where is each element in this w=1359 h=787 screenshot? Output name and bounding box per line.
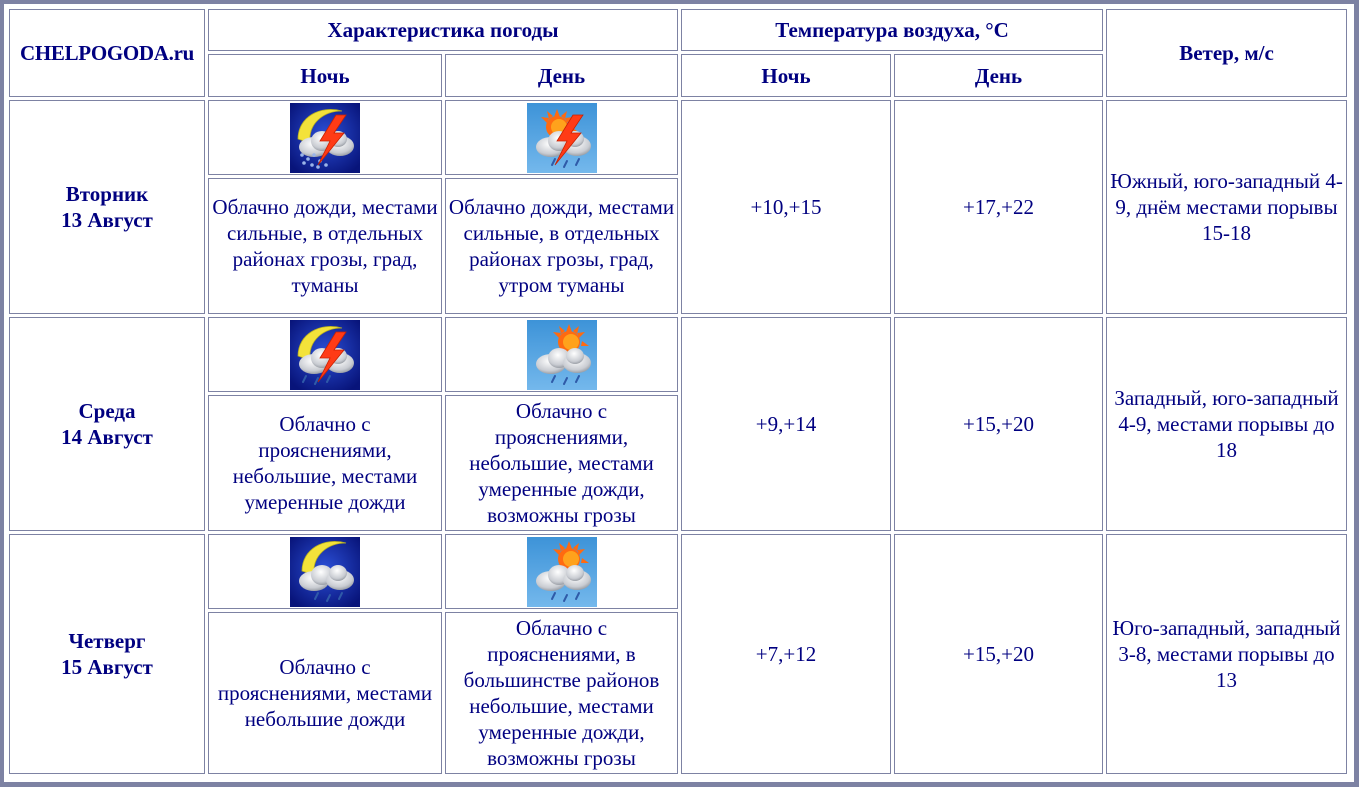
date: 15 Август — [61, 655, 153, 679]
weather-night-header: Ночь — [208, 54, 442, 97]
day-partly-cloudy-rain-icon — [527, 320, 597, 390]
temp-night: +10,+15 — [681, 100, 891, 314]
day-icon-cell — [445, 534, 678, 609]
night-cloud-thunderstorm-rain-icon — [290, 320, 360, 390]
air-temperature-header: Температура воздуха, °С — [681, 9, 1103, 51]
temp-day: +15,+20 — [894, 534, 1103, 774]
forecast-row-icons — [9, 534, 1347, 609]
temp-day: +17,+22 — [894, 100, 1103, 314]
forecast-table — [6, 6, 1350, 777]
night-cloud-thunderstorm-hail-icon — [290, 103, 360, 173]
wind-desc: Южный, юго-западный 4-9, днём местами порывы 15-18 — [1106, 100, 1347, 314]
wind-desc: Западный, юго-западный 4-9, местами порывы до 18 — [1106, 317, 1347, 531]
temp-night: +9,+14 — [681, 317, 891, 531]
night-icon-cell — [208, 317, 442, 392]
day-icon-cell — [445, 317, 678, 392]
wind-header: Ветер, м/с — [1106, 9, 1347, 97]
day-partly-cloudy-rain-icon — [527, 537, 597, 607]
day-icon-cell — [445, 100, 678, 175]
forecast-row-icons — [9, 100, 1347, 175]
day-cloud-thunderstorm-rain-icon — [527, 103, 597, 173]
site-brand: CHELPOGODA.ru — [9, 9, 205, 97]
weather-day-header: День — [445, 54, 678, 97]
weekday: Вторник — [65, 182, 149, 206]
temp-day-header: День — [894, 54, 1103, 97]
day-label — [9, 100, 205, 314]
day-desc: Облачно дожди, местами сильные, в отдельных районах грозы, град, утром туманы — [445, 178, 678, 314]
date: 13 Август — [61, 208, 153, 232]
night-desc: Облачно с прояснениями, небольшие, местами умеренные дожди — [208, 395, 442, 531]
temp-day: +15,+20 — [894, 317, 1103, 531]
temp-night: +7,+12 — [681, 534, 891, 774]
day-desc: Облачно с прояснениями, в большинстве районов небольшие, местами умеренные дожди, возможны грозы — [445, 612, 678, 774]
night-icon-cell — [208, 100, 442, 175]
date: 14 Август — [61, 425, 153, 449]
day-label — [9, 534, 205, 774]
forecast-row-icons — [9, 317, 1347, 392]
night-icon-cell — [208, 534, 442, 609]
night-desc: Облачно с прояснениями, местами небольшие дожди — [208, 612, 442, 774]
weekday: Четверг — [68, 629, 146, 653]
wind-desc: Юго-западный, западный 3-8, местами порывы до 13 — [1106, 534, 1347, 774]
weather-characteristics-header: Характеристика погоды — [208, 9, 678, 51]
weekday: Среда — [78, 399, 136, 423]
night-desc: Облачно дожди, местами сильные, в отдельных районах грозы, град, туманы — [208, 178, 442, 314]
temp-night-header: Ночь — [681, 54, 891, 97]
day-label — [9, 317, 205, 531]
day-desc: Облачно с прояснениями, небольшие, местами умеренные дожди, возможны грозы — [445, 395, 678, 531]
night-partly-cloudy-rain-icon — [290, 537, 360, 607]
